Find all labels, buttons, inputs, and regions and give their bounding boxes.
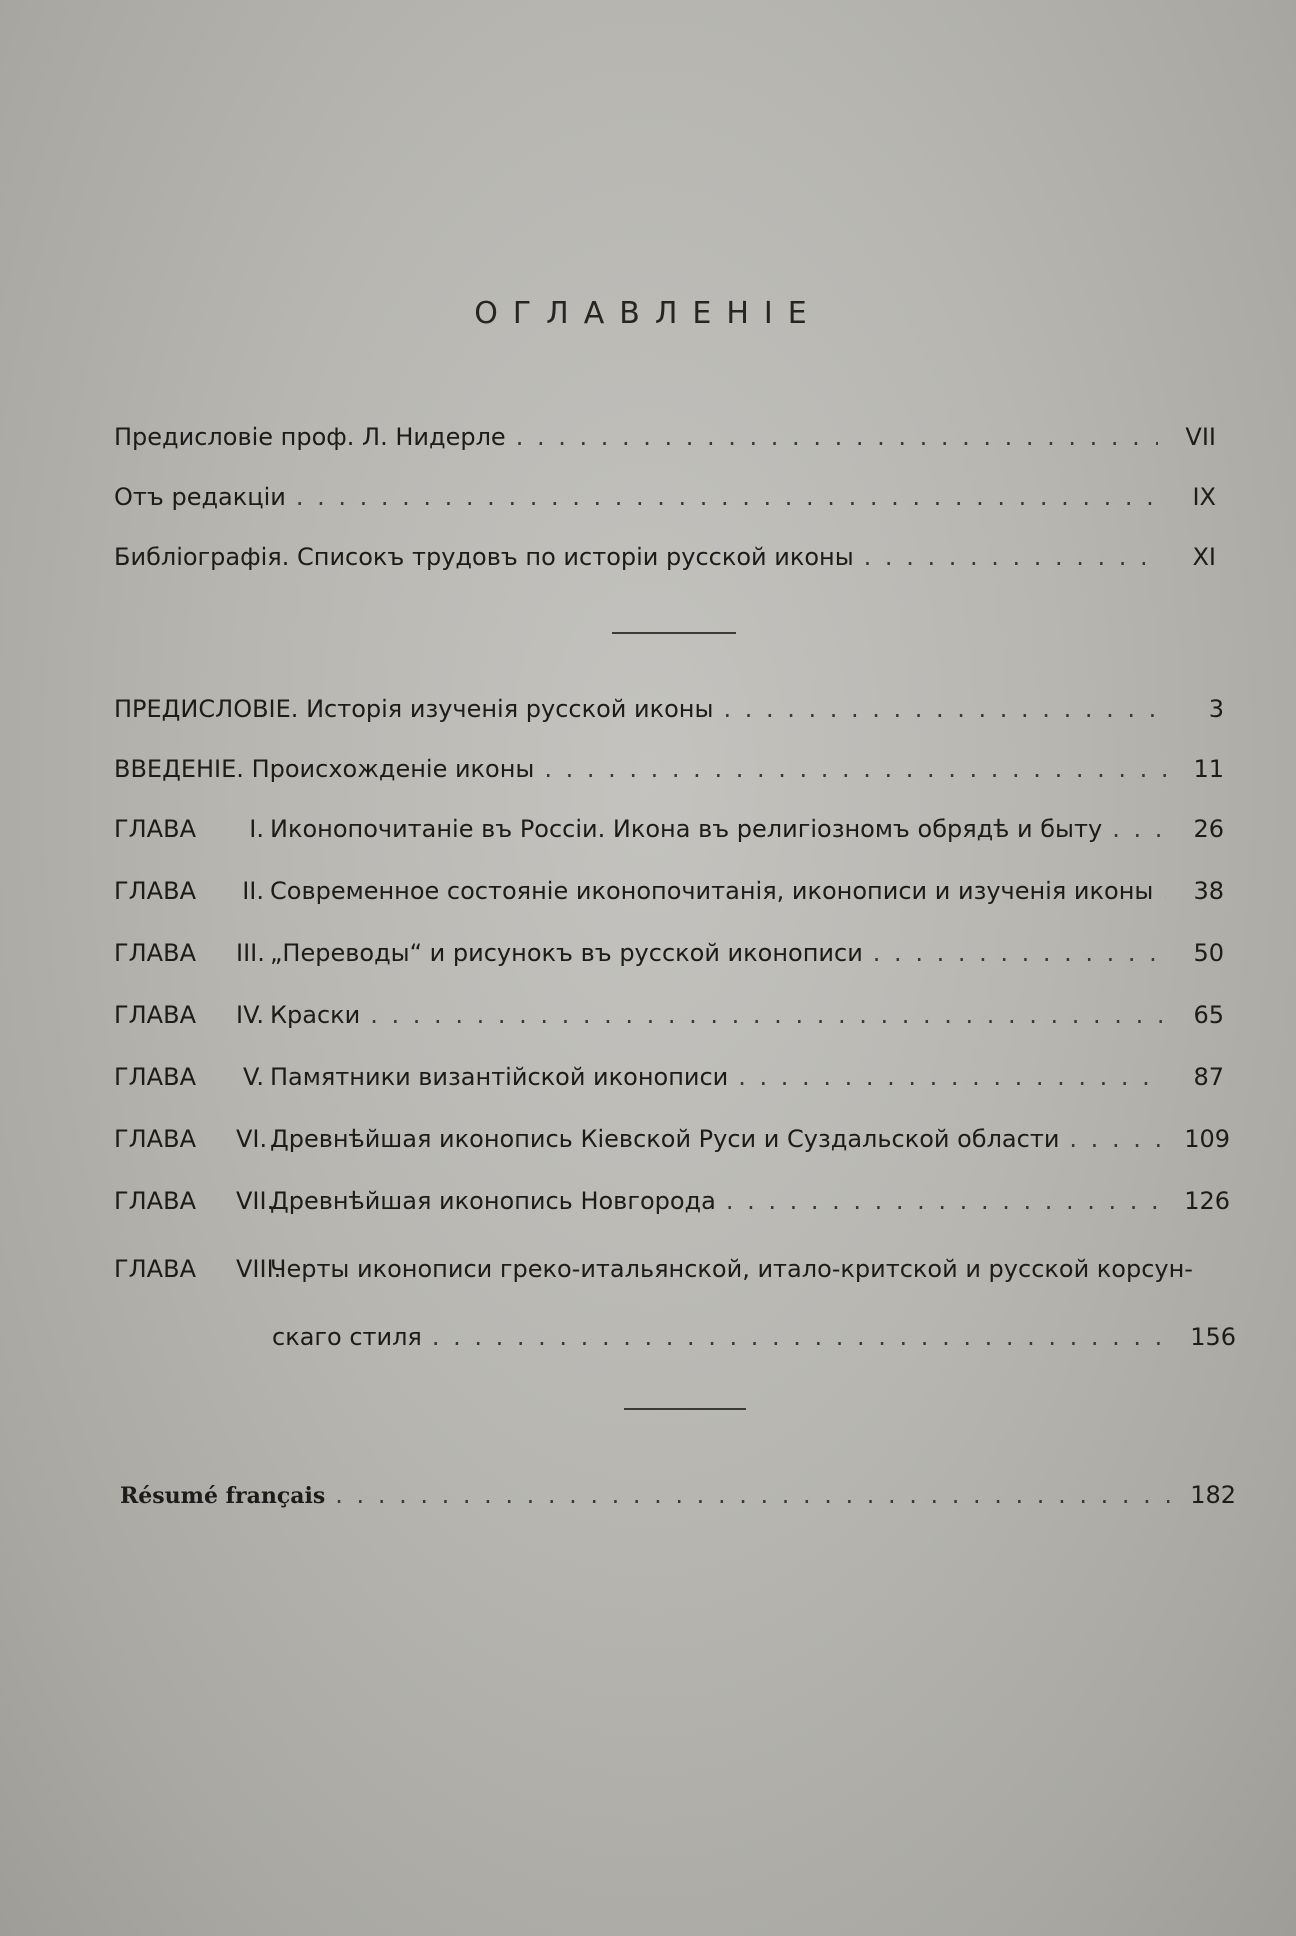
toc-page-number: 109 [1184, 1125, 1230, 1153]
toc-entry-editorial[interactable] [114, 482, 1216, 512]
toc-entry-head: ПРЕДИСЛОВІЕ. [114, 695, 299, 723]
toc-entry-label [114, 1062, 728, 1092]
toc-entry-chapter-6[interactable] [114, 1124, 1230, 1154]
chapter-number: IV. [236, 1001, 265, 1029]
toc-entry-title: Черты иконописи греко-итальянской, итало-критской и русской корсун- [270, 1255, 1193, 1283]
toc-entry-label: Отъ редакціи [114, 483, 286, 511]
leader-dots [432, 1322, 1176, 1352]
leader-dots [296, 482, 1158, 512]
toc-entry-chapter-8-first-line[interactable] [114, 1254, 1193, 1284]
chapter-number: VI. [236, 1125, 268, 1153]
toc-entry-title: Памятники византійской иконописи [270, 1063, 729, 1091]
toc-entry-resume[interactable] [120, 1480, 1236, 1511]
chapter-head: ГЛАВА [114, 1187, 196, 1215]
toc-entry-title: Современное состояніе иконопочитанія, иконописи и изученія иконы [270, 877, 1154, 905]
chapter-head: ГЛАВА [114, 939, 196, 967]
toc-entry-label-continued: скаго стиля [272, 1323, 422, 1351]
leader-dots [723, 694, 1166, 724]
toc-entry-chapter-3[interactable] [114, 938, 1224, 968]
toc-page-number: VII [1185, 423, 1216, 451]
toc-page-number: 50 [1193, 939, 1224, 967]
toc-page-number: 11 [1193, 755, 1224, 783]
toc-entry-label: Предисловіе проф. Л. Нидерле [114, 423, 506, 451]
toc-entry-head: ВВЕДЕНІЕ. [114, 755, 244, 783]
leader-dots [1163, 876, 1166, 906]
toc-page-number: 87 [1193, 1063, 1224, 1091]
leader-dots [544, 754, 1166, 784]
leader-dots [335, 1480, 1176, 1510]
toc-entry-preface-niederle[interactable] [114, 422, 1216, 452]
toc-entry-chapter-7[interactable] [114, 1186, 1230, 1216]
toc-entry-label [114, 694, 713, 724]
toc-entry-chapter-1[interactable] [114, 814, 1224, 844]
toc-entry-bibliography[interactable] [114, 542, 1216, 572]
toc-page-number: 156 [1190, 1323, 1236, 1351]
chapter-head: ГЛАВА [114, 877, 196, 905]
section-divider [612, 632, 736, 634]
chapter-number: VIII. [236, 1255, 282, 1283]
toc-entry-label [114, 876, 1153, 906]
toc-entry-label [114, 754, 534, 784]
toc-page-number: 126 [1184, 1187, 1230, 1215]
toc-page-number: 26 [1193, 815, 1224, 843]
chapter-head: ГЛАВА [114, 1125, 196, 1153]
section-divider [624, 1408, 746, 1410]
chapter-number: I. [249, 815, 264, 843]
toc-page-number: 182 [1190, 1481, 1236, 1509]
toc-page-number: 3 [1208, 695, 1224, 723]
toc-entry-chapter-5[interactable] [114, 1062, 1224, 1092]
leader-dots [1069, 1124, 1170, 1154]
toc-entry-title: Древнѣйшая иконопись Кіевской Руси и Суздальской области [270, 1125, 1060, 1153]
toc-page-number: 38 [1193, 877, 1224, 905]
toc-entry-label [114, 814, 1102, 844]
leader-dots [864, 542, 1158, 572]
leader-dots [516, 422, 1158, 452]
chapter-number: III. [236, 939, 265, 967]
toc-entry-title: Древнѣйшая иконопись Новгорода [270, 1187, 716, 1215]
leader-dots [738, 1062, 1166, 1092]
toc-entry-title: Краски [270, 1001, 361, 1029]
toc-entry-label [114, 938, 863, 968]
toc-entry-title: Происхожденіе иконы [251, 755, 535, 783]
toc-entry-label [114, 1124, 1059, 1154]
toc-entry-label: Résumé français [120, 1483, 326, 1509]
toc-entry-chapter-4[interactable] [114, 1000, 1224, 1030]
chapter-number: II. [242, 877, 264, 905]
toc-entry-title: Иконопочитаніе въ Россіи. Икона въ религіозномъ обрядѣ и быту [270, 815, 1103, 843]
leader-dots [726, 1186, 1170, 1216]
toc-entry-label [114, 1000, 360, 1030]
chapter-head: ГЛАВА [114, 1255, 196, 1283]
page-title: ОГЛАВЛЕНІЕ [474, 296, 822, 331]
leader-dots [1112, 814, 1166, 844]
toc-entry-chapter-8[interactable] [272, 1322, 1236, 1352]
toc-page-number: XI [1192, 543, 1216, 571]
toc-entry-label [114, 1186, 716, 1216]
toc-page-number: IX [1192, 483, 1216, 511]
chapter-head: ГЛАВА [114, 815, 196, 843]
toc-entry-title: „Переводы“ и рисунокъ въ русской иконописи [270, 939, 863, 967]
toc-page-number: 65 [1193, 1001, 1224, 1029]
leader-dots [370, 1000, 1166, 1030]
chapter-number: VII. [236, 1187, 275, 1215]
toc-entry-introduction[interactable] [114, 754, 1224, 784]
chapter-number: V. [243, 1063, 264, 1091]
toc-entry-title: Исторія изученія русской иконы [306, 695, 714, 723]
toc-entry-foreword[interactable] [114, 694, 1224, 724]
toc-entry-chapter-2[interactable] [114, 876, 1224, 906]
toc-entry-label: Библіографія. Списокъ трудовъ по исторіи русской иконы [114, 543, 854, 571]
chapter-head: ГЛАВА [114, 1063, 196, 1091]
leader-dots [873, 938, 1166, 968]
chapter-head: ГЛАВА [114, 1001, 196, 1029]
